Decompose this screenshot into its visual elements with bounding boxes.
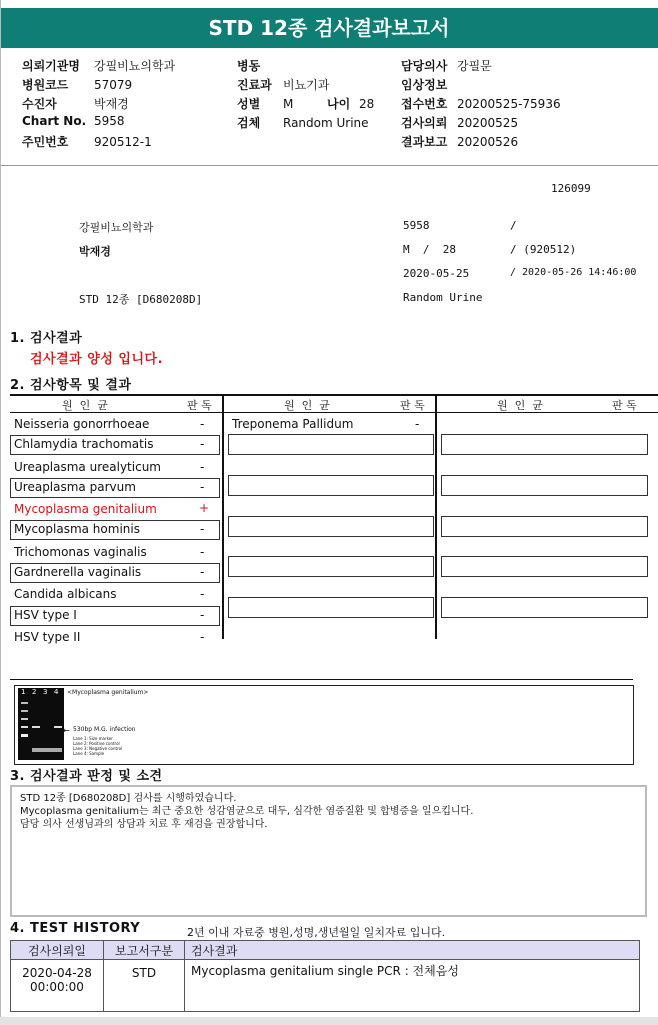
pathogen-name: Gardnerella vaginalis [14, 565, 142, 580]
empty-cell [441, 556, 648, 577]
col-divider-1 [222, 395, 224, 639]
section1-heading: 1. 검사결과 [10, 331, 83, 346]
hdr-hospital-code: 병원코드 57079 [22, 78, 133, 92]
history-header-row [11, 941, 640, 960]
summary-test: STD 12종 [D680208D] [79, 293, 203, 306]
col2-first-result: - [415, 417, 420, 431]
pathogen-result: - [200, 437, 205, 452]
pathogen-row [10, 606, 220, 626]
pathogen-name: Mycoplasma genitalium [14, 502, 157, 517]
ladder-band [21, 702, 28, 704]
pathogen-result: - [200, 544, 205, 559]
pathogen-name: HSV type I [14, 607, 77, 622]
empty-cell [441, 597, 648, 618]
header-col1 [22, 57, 232, 152]
pathogen-row [10, 435, 220, 455]
opinion-line: 담당 의사 선생님과의 상담과 치료 후 재검을 권장합니다. [20, 819, 268, 830]
opinion-line: Mycoplasma genitalium는 최근 중요한 성감염균으로 대두, 심각한 염증질환 및 합병증을 일으킵니다. [20, 806, 474, 817]
empty-cell [441, 434, 648, 455]
section1-result: 검사결과 양성 입니다. [30, 352, 164, 367]
hdr-clinical-info: 임상정보 [401, 78, 448, 92]
empty-cell [228, 556, 434, 577]
table-top-line [10, 394, 658, 396]
gel-legend [73, 736, 122, 756]
pathogen-result: + [199, 501, 210, 516]
pathogen-row [10, 628, 220, 648]
col2-first-row [232, 417, 353, 431]
pathogen-result: - [200, 479, 205, 494]
pathogen-name: Trichomonas vaginalis [14, 544, 147, 559]
header-col3 [401, 57, 651, 152]
pathogen-name: HSV type II [14, 629, 81, 644]
col-divider-2 [435, 395, 437, 639]
gel-legend-item: Lane 3: Negative control [73, 746, 123, 751]
empty-cell [228, 475, 434, 496]
pathogen-name: Chlamydia trachomatis [14, 437, 154, 452]
pathogen-name: Candida albicans [14, 587, 117, 602]
summary-chart: 5958 [403, 219, 430, 232]
ladder-band [21, 734, 28, 737]
section3-heading: 3. 검사결과 판정 및 소견 [10, 769, 163, 784]
col2-judge-header: 판 독 [400, 399, 425, 412]
lane-number: 3 [43, 688, 48, 696]
col3-judge-header: 판 독 [612, 399, 637, 412]
lane-number: 4 [54, 688, 59, 696]
pathogen-row [10, 585, 220, 605]
sample-band [54, 726, 62, 728]
pathogen-list [10, 415, 220, 648]
primer-band [32, 748, 62, 752]
history-col-result: 검사결과 [185, 941, 640, 960]
history-date: 2020-04-28 [22, 966, 92, 980]
history-col-date: 검사의뢰일 [11, 941, 104, 960]
empty-cell [228, 597, 434, 618]
gel-image-frame [14, 685, 634, 765]
summary-id: 126099 [551, 182, 591, 195]
pathogen-row-positive [10, 500, 220, 520]
hdr-id-number: 주민번호 920512-1 [22, 135, 152, 149]
pathogen-name: Mycoplasma hominis [14, 522, 140, 537]
gel-legend-item: Lane 4: Sample [73, 751, 105, 756]
pathogen-name: Neisseria gonorrhoeae [14, 417, 150, 431]
hdr-patient: 수진자 박재경 [22, 97, 129, 111]
summary-date1: 2020-05-25 [403, 267, 470, 280]
hdr-sex-age: 성별 M 나이 28 [237, 97, 375, 111]
empty-cell [228, 434, 434, 455]
opinion-line: STD 12종 [D680208D] 검사를 시행하였습니다. [20, 793, 237, 804]
pathogen-name: Ureaplasma urealyticum [14, 459, 161, 474]
pathogen-row [10, 543, 220, 563]
summary-date2: / 2020-05-26 14:46:00 [510, 267, 637, 278]
section2-heading: 2. 검사항목 및 결과 [10, 378, 132, 393]
pathogen-result: - [200, 629, 205, 644]
col1-pathogen-header: 원 인 균 [62, 399, 108, 412]
gel-legend-item: Lane 1: Size marker [73, 736, 113, 741]
pathogen-result: - [200, 417, 205, 431]
lane-number: 2 [32, 688, 37, 696]
pathogen-result: - [200, 522, 205, 537]
section4-heading: 4. TEST HISTORY [10, 921, 141, 936]
gel-arrow-icon: ← [63, 726, 70, 735]
gel-image [18, 688, 64, 760]
history-note: 2년 이내 자료중 병원,성명,생년월일 일치자료 입니다. [187, 926, 446, 939]
summary-patient: 박재경 [79, 245, 111, 258]
empty-cell [228, 516, 434, 537]
hdr-receipt-no: 접수번호 20200525-75936 [401, 97, 561, 111]
history-row [11, 960, 640, 1012]
pathogen-result: - [200, 459, 205, 474]
gel-legend-item: Lane 2: Positive control [73, 741, 120, 746]
left-edge-line [0, 0, 1, 1025]
hdr-ward: 병동 [237, 59, 261, 73]
col1-judge-header: 판 독 [187, 399, 212, 412]
pathogen-result: - [200, 587, 205, 602]
summary-slash: / [510, 219, 517, 232]
empty-cell [441, 516, 648, 537]
hdr-report-date: 결과보고 20200526 [401, 135, 519, 149]
lane-number: 1 [21, 688, 26, 696]
history-time: 00:00:00 [30, 980, 84, 994]
summary-clinic: 강필비뇨의학과 [79, 221, 154, 234]
pathogen-row [10, 458, 220, 478]
col3-pathogen-header: 원 인 균 [497, 399, 543, 412]
gel-title: <Mycoplasma genitalium> [67, 689, 149, 696]
positive-band [32, 726, 40, 728]
header-divider [0, 165, 658, 166]
pathogen-row [10, 520, 220, 540]
hdr-chart-no: Chart No. 5958 [22, 114, 125, 128]
gel-area-divider [10, 679, 633, 680]
pathogen-name: Ureaplasma parvum [14, 479, 136, 494]
ladder-band [21, 710, 28, 712]
opinion-box [10, 785, 647, 917]
hdr-department: 진료과 비뇨기과 [237, 78, 330, 92]
empty-cell [441, 475, 648, 496]
header-col2 [237, 57, 397, 133]
col2-pathogen-header: 원 인 균 [284, 399, 330, 412]
hdr-clinic: 의뢰기관명 강필비뇨의학과 [22, 59, 176, 73]
ladder-band [21, 726, 28, 728]
summary-birth: / (920512) [510, 243, 577, 256]
ladder-band [21, 718, 28, 720]
history-table [10, 940, 640, 1012]
footer-bar [0, 1017, 658, 1025]
pathogen-row [10, 415, 220, 435]
pathogen-result: - [200, 565, 205, 580]
pathogen-result: - [200, 607, 205, 622]
pathogen-name: Treponema Pallidum [232, 417, 354, 431]
history-date-cell [11, 960, 104, 1012]
pathogen-row [10, 563, 220, 583]
summary-specimen: Random Urine [403, 291, 483, 304]
report-title: STD 12종 검사결과보고서 [0, 8, 658, 48]
pathogen-row [10, 478, 220, 498]
hdr-specimen: 검체 Random Urine [237, 116, 369, 130]
history-result: Mycoplasma genitalium single PCR : 전체음성 [185, 960, 640, 1012]
gel-band-label: 530bp M.G. infection [73, 726, 136, 733]
history-col-type: 보고서구분 [104, 941, 185, 960]
summary-sex-age: M / 28 [403, 243, 456, 256]
history-type: STD [104, 960, 185, 1012]
hdr-doctor: 담당의사 강필문 [401, 59, 492, 73]
hdr-request-date: 검사의뢰 20200525 [401, 116, 519, 130]
